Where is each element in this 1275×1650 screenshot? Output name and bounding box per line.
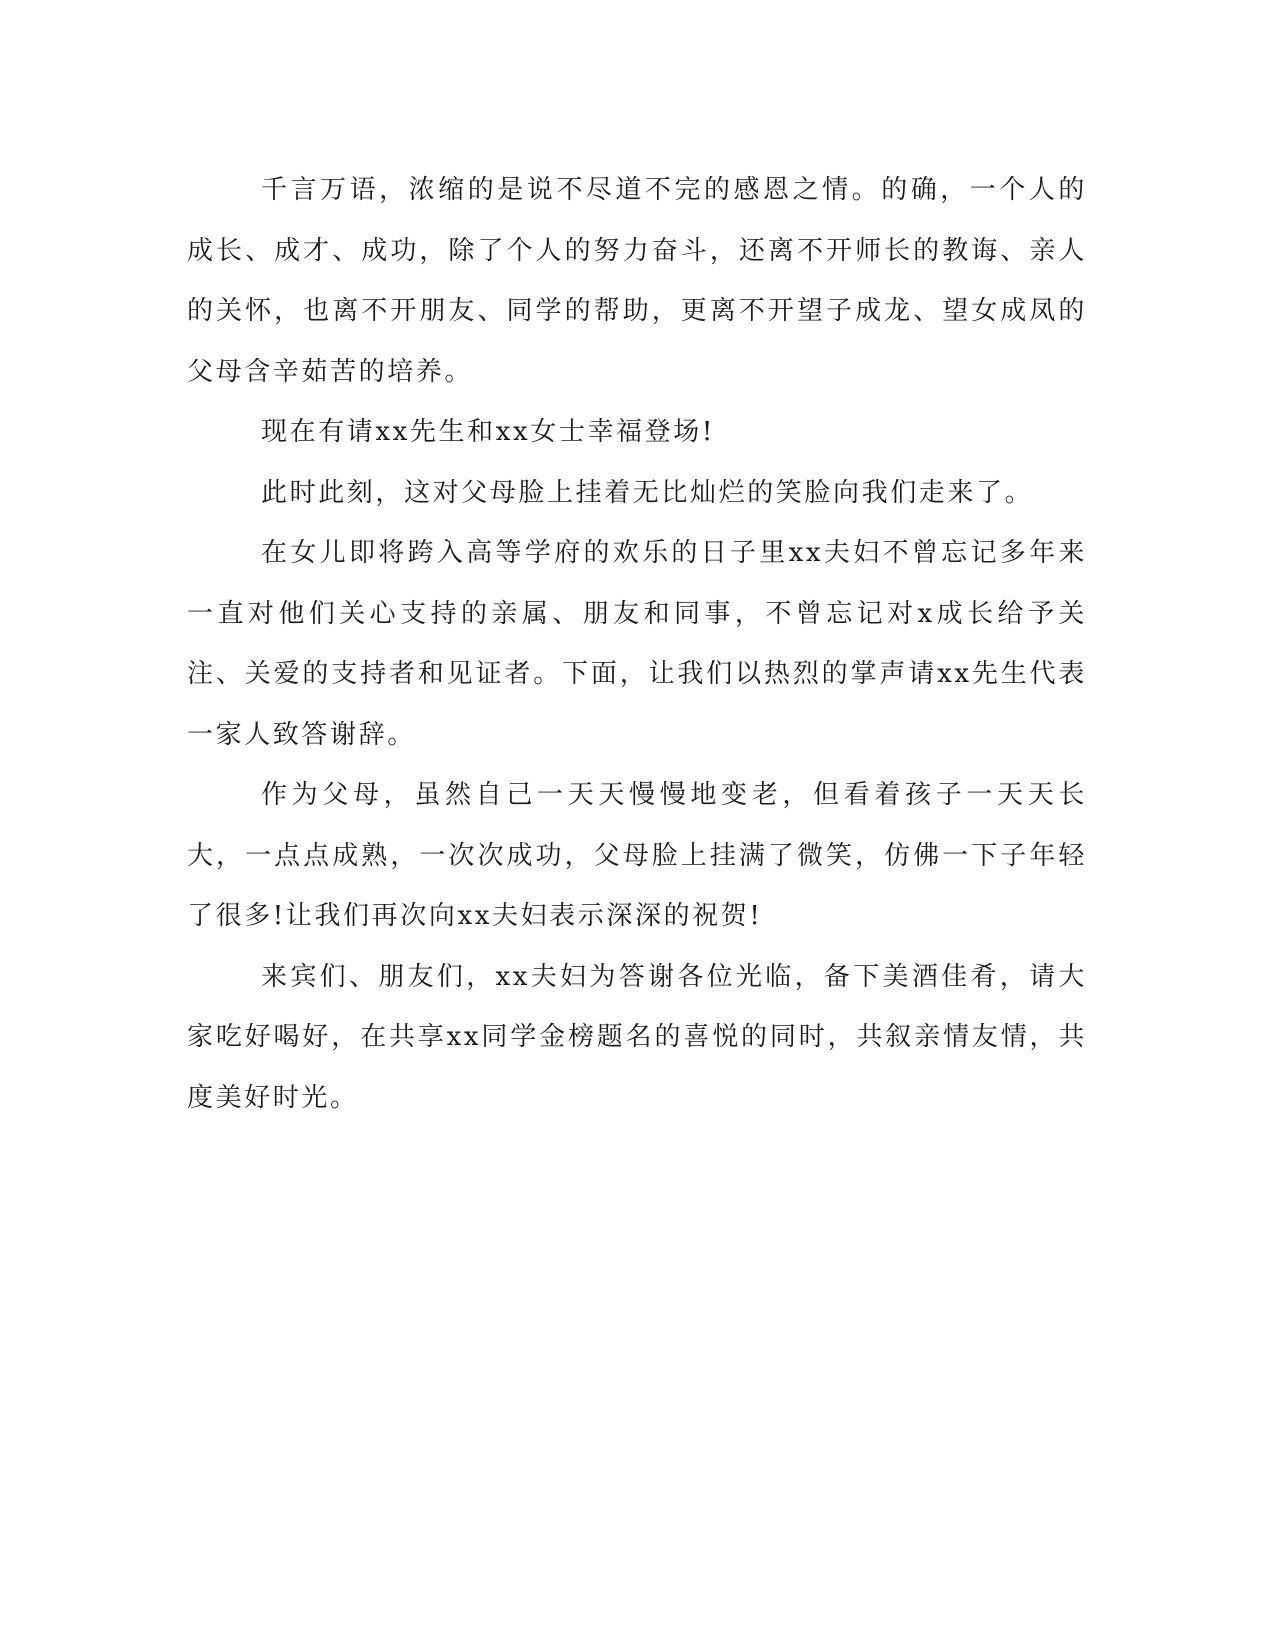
document-body: [187, 160, 1087, 1128]
paragraph-parents-arrive: 此时此刻，这对父母脸上挂着无比灿烂的笑脸向我们走来了。: [261, 477, 1034, 508]
paragraph-invitation: 现在有请xx先生和xx女士幸福登场!: [261, 417, 715, 447]
paragraph-gratitude: 千言万语，浓缩的是说不尽道不完的感恩之情。的确，一个人的成长、成才、成功，除了个人的努力奋斗，还离不开师长的教诲、亲人的关怀，也离不开朋友、同学的帮助，更离不开望子成龙、望女成凤的父母含辛茹苦的培养。: [187, 175, 1087, 387]
paragraph-parents-joy: 作为父母，虽然自己一天天慢慢地变老，但看着孩子一天天长大，一点点成熟，一次次成功，父母脸上挂满了微笑，仿佛一下子年轻了很多!让我们再次向xx夫妇表示深深的祝贺!: [187, 780, 1087, 931]
paragraph-closing: 来宾们、朋友们，xx夫妇为答谢各位光临，备下美酒佳肴，请大家吃好喝好，在共享xx同学金榜题名的喜悦的同时，共叙亲情友情，共度美好时光。: [187, 961, 1087, 1113]
paragraph-thanks-speech: 在女儿即将跨入高等学府的欢乐的日子里xx夫妇不曾忘记多年来一直对他们关心支持的亲属、朋友和同事，不曾忘记对x成长给予关注、关爱的支持者和见证者。下面，让我们以热烈的掌声请xx先生代表一家人致答谢辞。: [187, 538, 1087, 750]
